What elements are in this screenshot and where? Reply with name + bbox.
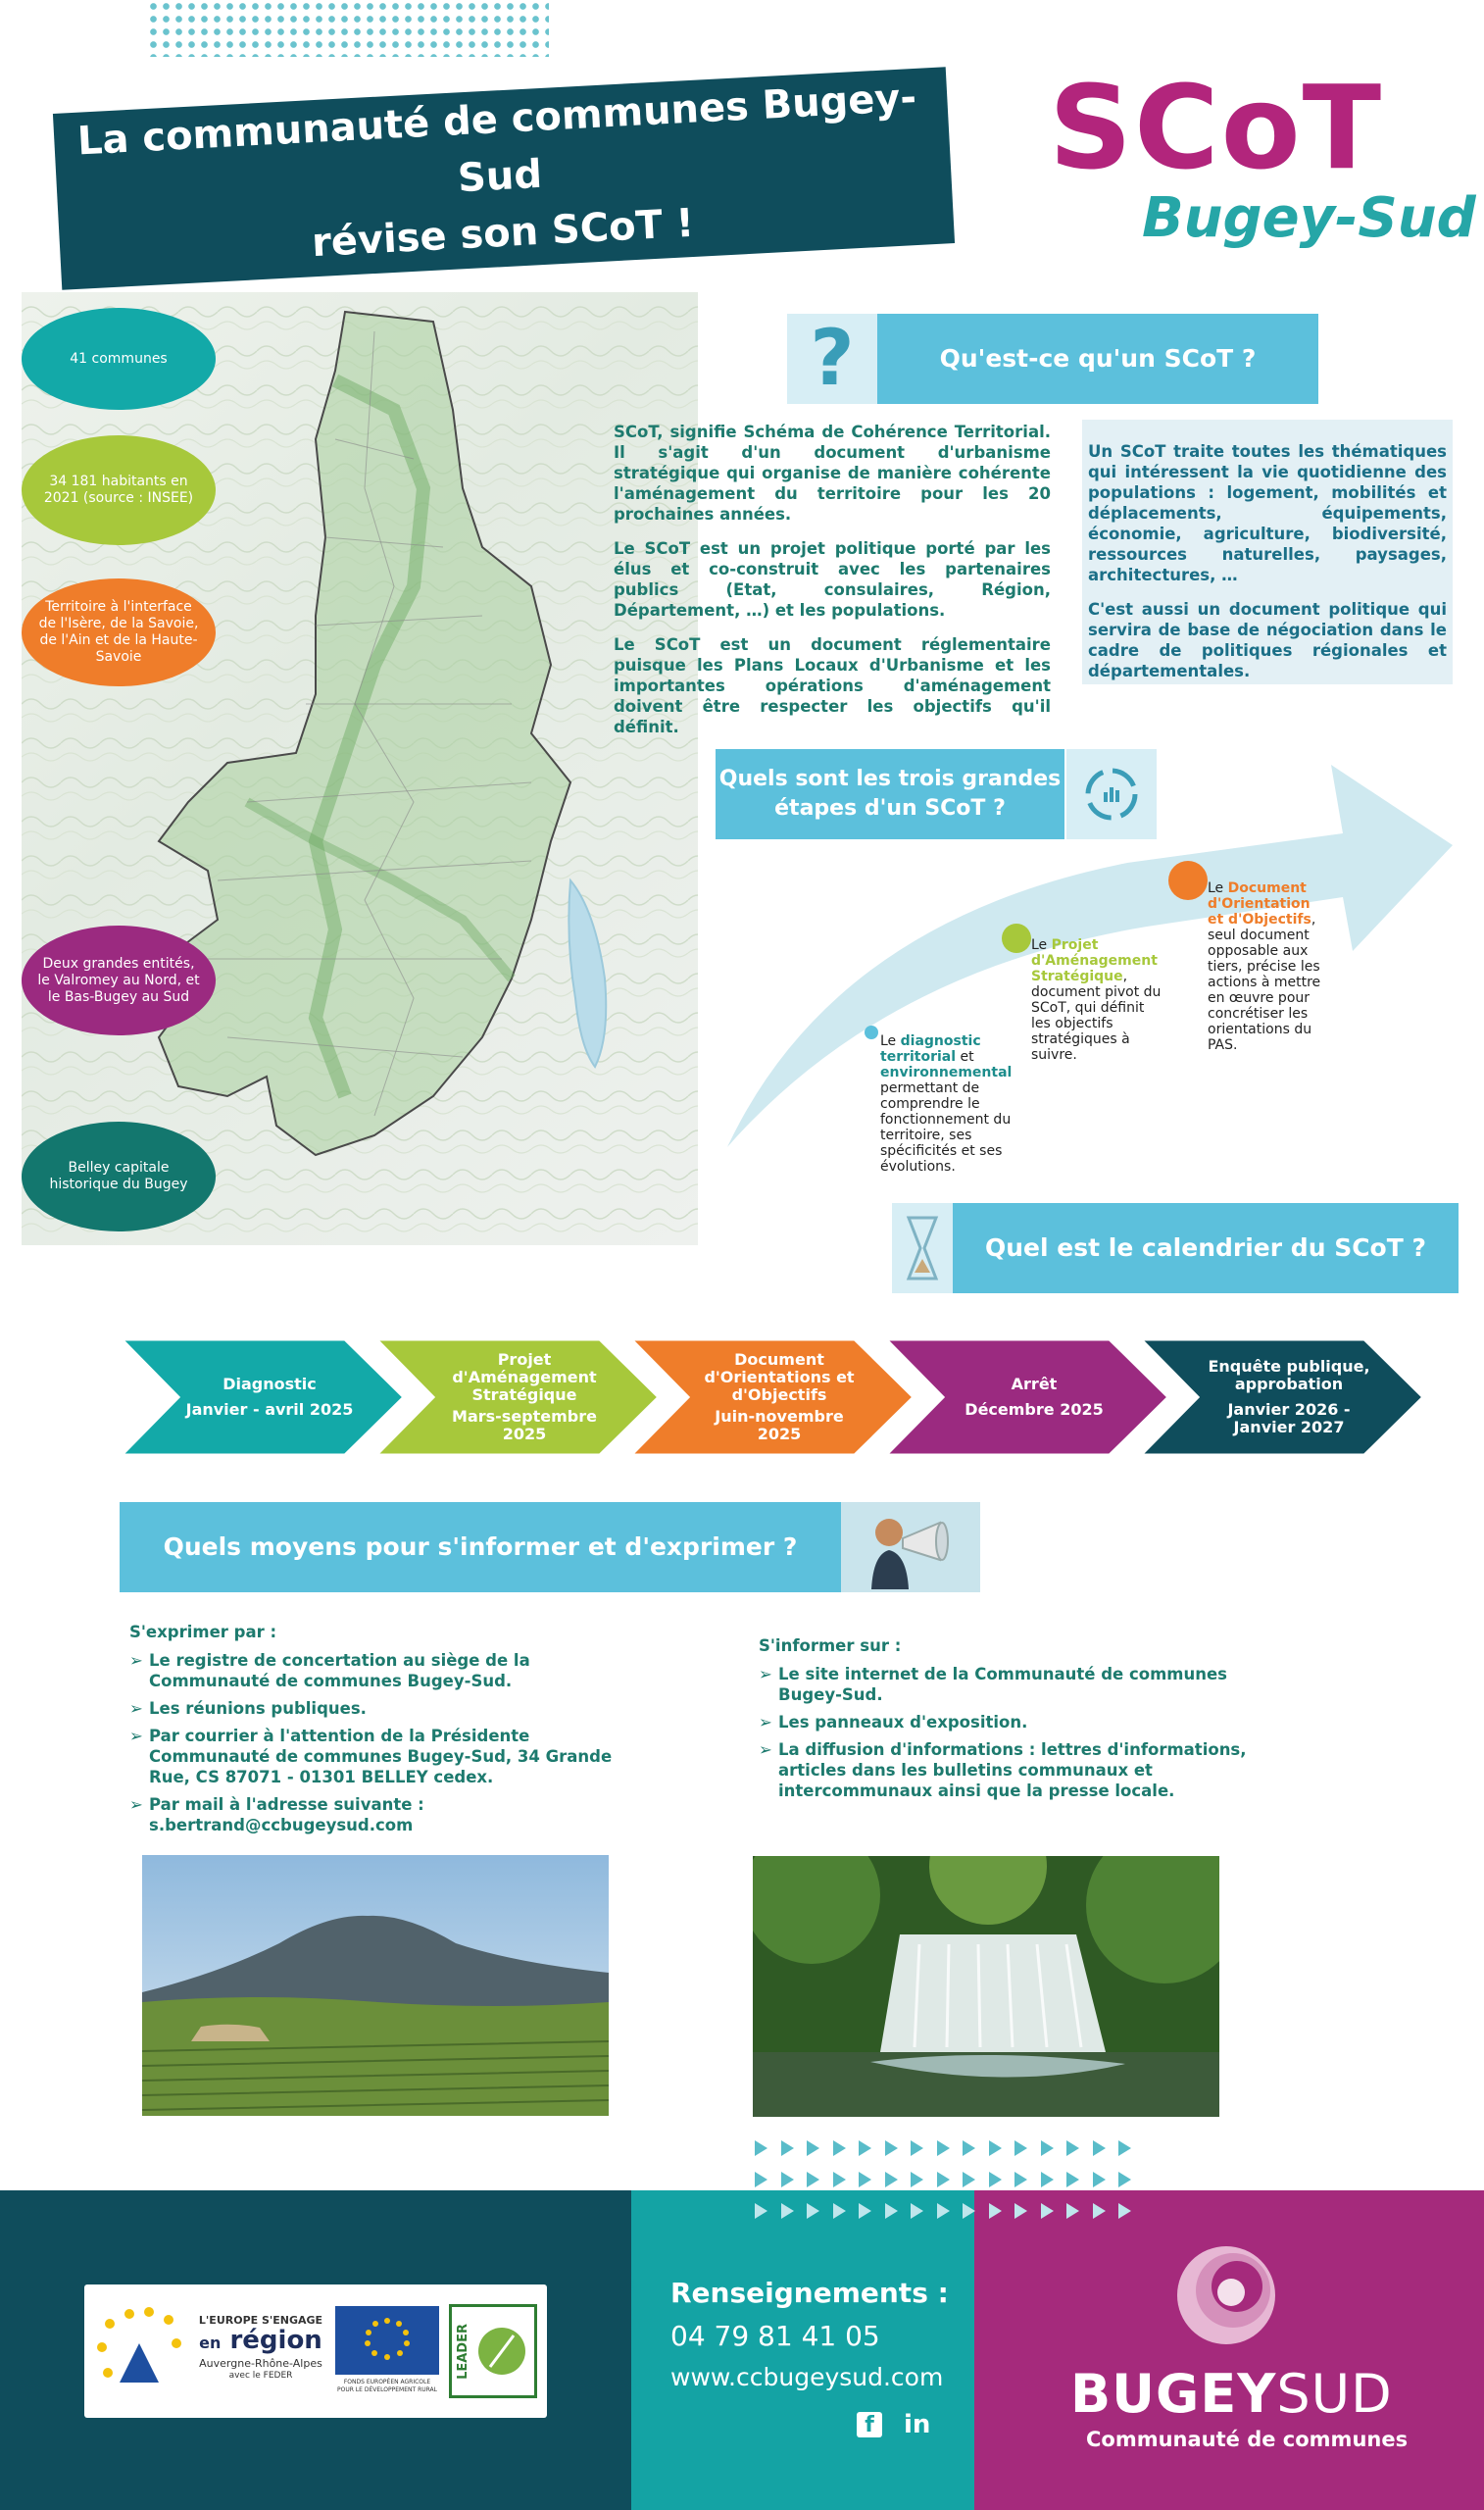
- step-pas-title: Projet d'Aménagement Stratégique: [1031, 937, 1158, 984]
- arrow-bullet-icon: ➢: [759, 1665, 772, 1683]
- phase-pas: [400, 1339, 645, 1455]
- paragraph-definition: SCoT, signifie Schéma de Cohérence Territorial. Il s'agit d'un document d'urbanisme stratégique qui organise de manière cohérente l'aménagement du territoire pour les 20 prochaines années.: [614, 423, 1051, 524]
- step-diagnostic-title-2: environnemental: [880, 1065, 1013, 1080]
- calendar-heading: Quel est le calendrier du SCoT ?: [953, 1203, 1459, 1293]
- eu-flag: [335, 2306, 439, 2375]
- inform-item: [759, 1739, 1278, 1801]
- phase-pas-dates: Mars-septembre 2025: [452, 1407, 597, 1443]
- inform-item-text: Le site internet de la Communauté de communes Bugey-Sud.: [778, 1665, 1227, 1704]
- europe-line-2: en: [199, 2334, 222, 2352]
- phase-doo-label: Document d'Orientations et d'Objectifs: [704, 1350, 855, 1404]
- bubble-communes-text: 41 communes: [70, 350, 168, 367]
- step-1-dot: [865, 1026, 878, 1039]
- bubble-entities-text: Deux grandes entités, le Valromey au Nord, et le Bas-Bugey au Sud: [37, 955, 200, 1005]
- express-item: [129, 1650, 649, 1691]
- inform-title: S'informer sur :: [759, 1636, 902, 1655]
- step-diagnostic-description: permettant de comprendre le fonctionnement du territoire, ses spécificités et ses évolutions.: [880, 1080, 1012, 1175]
- express-item-text: Le registre de concertation au siège de la Communauté de communes Bugey-Sud.: [149, 1651, 530, 1690]
- what-is-scot-text: [614, 422, 1051, 751]
- step-pas-description: , document pivot du SCoT, qui définit les objectifs stratégiques à suivre.: [1031, 969, 1162, 1063]
- title-line-1: La communauté de communes Bugey-Sud: [75, 75, 918, 202]
- phase-diagnostic-dates: Janvier - avril 2025: [185, 1400, 354, 1419]
- arrow-bullet-icon: ➢: [129, 1727, 143, 1745]
- paragraph-themes: Un SCoT traite toutes les thématiques qui intéressent la vie quotidienne des populations : logement, mobilités et déplacements, équipements, économie, agriculture, biodiversité, ressources naturelles, paysages, architectures, …: [1088, 442, 1447, 584]
- brand-light: SUD: [1276, 2363, 1393, 2425]
- decorative-arrow-row: [755, 2169, 1157, 2190]
- europe-region-logo: [192, 2314, 329, 2383]
- megaphone-icon-box: [841, 1502, 980, 1592]
- phase-doo: [655, 1339, 900, 1455]
- bubble-population-text: 34 181 habitants en 2021 (source : INSEE): [43, 474, 194, 506]
- europe-stars-logo: [90, 2304, 188, 2398]
- bubble-belley-text: Belley capitale historique du Bugey: [49, 1160, 188, 1192]
- title-line-2: révise son SCoT !: [310, 200, 696, 267]
- decorative-arrow-row: [755, 2137, 1157, 2159]
- bubble-communes: [22, 308, 216, 410]
- express-item-text: Les réunions publiques.: [149, 1699, 367, 1718]
- paragraph-political-project: Le SCoT est un projet politique porté par les élus et co-construit avec les partenaires publics (Etat, consulaires, Région, Département, …) et les populations.: [614, 539, 1051, 620]
- contact-phone[interactable]: 04 79 81 41 05: [670, 2320, 880, 2352]
- arrow-bullet-icon: ➢: [129, 1699, 143, 1718]
- waterfall-forest-image: [753, 1856, 1219, 2117]
- question-mark-icon: ?: [810, 315, 855, 403]
- contact-title: Renseignements :: [670, 2277, 949, 2309]
- phase-arret: [910, 1339, 1155, 1455]
- scot-logo: SCoT: [1049, 60, 1384, 195]
- phase-arret-dates: Décembre 2025: [965, 1400, 1104, 1419]
- bubble-interface-text: Territoire à l'interface de l'Isère, de la Savoie, de l'Ain et de la Haute-Savoie: [38, 599, 199, 665]
- bubble-population: [22, 435, 216, 545]
- step-2-dot: [1002, 924, 1031, 953]
- express-item: [129, 1726, 649, 1787]
- footer-brand-panel: [974, 2190, 1484, 2510]
- express-item-email-text[interactable]: Par mail à l'adresse suivante : s.bertrand@ccbugeysud.com: [149, 1795, 424, 1834]
- photo-vineyard-mountain: [142, 1855, 609, 2116]
- phase-diagnostic: [145, 1339, 390, 1455]
- phase-arret-label: Arrêt: [1011, 1375, 1058, 1393]
- inform-list: [759, 1635, 1278, 1808]
- brand-subtitle: Communauté de communes: [1086, 2428, 1409, 2451]
- bugeysud-wordmark: [1070, 2363, 1393, 2425]
- step-3-dot: [1168, 861, 1208, 900]
- phase-diagnostic-label: Diagnostic: [223, 1375, 317, 1393]
- europe-line-4: Auvergne-Rhône-Alpes: [199, 2357, 322, 2370]
- arrow-bullet-icon: ➢: [759, 1740, 772, 1759]
- decorative-dot-pattern: [147, 0, 549, 57]
- bubble-interface: [22, 578, 216, 686]
- eu-stars-icon: [335, 2306, 439, 2375]
- leader-leaf-icon: [470, 2312, 529, 2390]
- inform-heading: Quels moyens pour s'informer et d'exprimer ?: [120, 1502, 841, 1592]
- hourglass-icon: [905, 1214, 940, 1282]
- phase-pas-label: Projet d'Aménagement Stratégique: [452, 1350, 597, 1404]
- express-item: [129, 1698, 649, 1719]
- step-doo-description: , seul document opposable aux tiers, précise les actions à mettre en œuvre pour concrétiser les orientations du PAS.: [1208, 912, 1321, 1053]
- step-doo: Le Document d'Orientation et d'Objectifs, seul document opposable aux tiers, précise les actions à mettre en œuvre pour concrétiser les orientations du PAS.: [1208, 880, 1321, 1053]
- contact-website-link[interactable]: www.ccbugeysud.com: [670, 2363, 944, 2391]
- phase-enquete-dates: Janvier 2026 - Janvier 2027: [1227, 1400, 1351, 1436]
- linkedin-icon[interactable]: in: [904, 2410, 931, 2439]
- express-item-text: Par courrier à l'attention de la Présidente Communauté de communes Bugey-Sud, 34 Grande Rue, CS 87071 - 01301 BELLEY cedex.: [149, 1727, 613, 1786]
- paragraph-regulatory: Le SCoT est un document réglementaire puisque les Plans Locaux d'Urbanisme et les importantes opérations d'aménagement doivent être respecter les objectifs qu'il définit.: [614, 635, 1051, 736]
- phase-doo-dates: Juin-novembre 2025: [715, 1407, 844, 1443]
- phase-enquete: [1164, 1339, 1410, 1455]
- scot-themes-box: [1082, 420, 1453, 684]
- express-item-email[interactable]: [129, 1794, 649, 1835]
- arrow-bullet-icon: ➢: [129, 1795, 143, 1814]
- arrow-bullet-icon: ➢: [129, 1651, 143, 1670]
- bubble-entities: [22, 926, 216, 1035]
- cycle-icon: [1077, 760, 1146, 828]
- inform-item-text: Les panneaux d'exposition.: [778, 1713, 1028, 1732]
- megaphone-icon: [852, 1505, 969, 1589]
- step-doo-title: Document d'Orientation et d'Objectifs: [1208, 880, 1311, 928]
- europe-line-1: L'EUROPE S'ENGAGE: [198, 2314, 323, 2327]
- partner-logos: [84, 2284, 547, 2418]
- leader-logo: [449, 2304, 537, 2398]
- scot-logo-subtitle: Bugey-Sud: [1142, 186, 1476, 250]
- bubble-belley: [22, 1122, 216, 1231]
- arrow-bullet-icon: ➢: [759, 1713, 772, 1732]
- express-title: S'exprimer par :: [129, 1623, 277, 1641]
- inform-item: [759, 1712, 1278, 1732]
- europe-line-5: avec le FEDER: [228, 2371, 293, 2381]
- stages-heading: Quels sont les trois grandes étapes d'un SCoT ?: [716, 749, 1064, 839]
- europe-line-3: région: [229, 2326, 322, 2355]
- brand-bold: BUGEY: [1070, 2363, 1277, 2425]
- step-diagnostic-title: diagnostic territorial: [880, 1033, 981, 1065]
- express-list: [129, 1622, 649, 1842]
- hourglass-icon-box: [892, 1203, 953, 1293]
- inform-item-text: La diffusion d'informations : lettres d'informations, articles dans les bulletins communaux et intercommunaux ainsi que la presse locale.: [778, 1740, 1247, 1800]
- decorative-arrow-row: [755, 2200, 1157, 2222]
- step-pas: Le Projet d'Aménagement Stratégique, document pivot du SCoT, qui définit les objectifs stratégiques à suivre.: [1031, 937, 1162, 1063]
- inform-item: [759, 1664, 1278, 1705]
- facebook-icon[interactable]: f: [857, 2412, 882, 2437]
- cycle-icon-box: [1066, 749, 1157, 839]
- what-is-scot-heading: Qu'est-ce qu'un SCoT ?: [877, 314, 1318, 404]
- paragraph-negotiation: C'est aussi un document politique qui servira de base de négociation dans le cadre de politiques régionales et départementales.: [1088, 600, 1447, 680]
- bugeysud-swirl-logo: [1172, 2241, 1280, 2349]
- step-diagnostic: Le diagnostic territorial et environnemental permettant de comprendre le fonctionnement du territoire, ses spécificités et ses évolutions.: [880, 1033, 1013, 1175]
- leader-text: LEADER: [456, 2323, 470, 2380]
- vineyard-landscape-image: [142, 1855, 609, 2116]
- phase-enquete-label: Enquête publique, approbation: [1208, 1357, 1370, 1393]
- eu-caption: FONDS EUROPÉEN AGRICOLE POUR LE DÉVELOPPEMENT RURAL: [337, 2379, 437, 2393]
- question-icon-box: [787, 314, 877, 404]
- photo-waterfall: [753, 1856, 1219, 2117]
